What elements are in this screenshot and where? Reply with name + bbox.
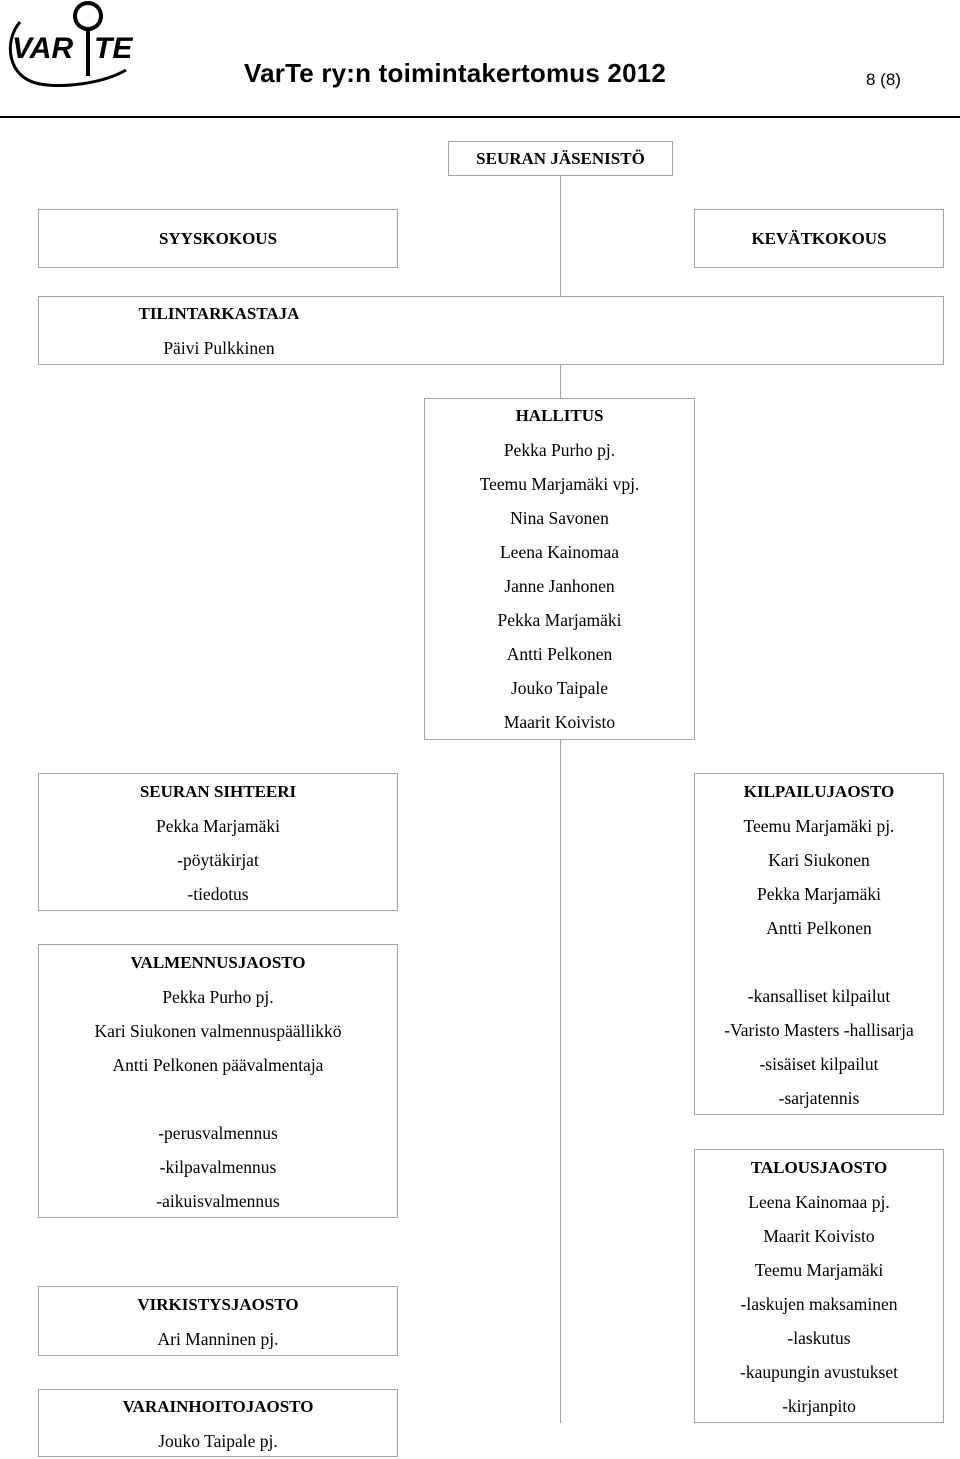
box-title: VIRKISTYSJAOSTO: [137, 1295, 299, 1314]
box-line: Päivi Pulkkinen: [163, 338, 275, 358]
varainhoitojaosto-box: [38, 1389, 398, 1457]
box-line: Maarit Koivisto: [503, 712, 616, 732]
box-title: KILPAILUJAOSTO: [743, 782, 895, 801]
box-line: Antti Pelkonen: [766, 918, 872, 938]
box-line: Nina Savonen: [510, 508, 609, 528]
box-line: Ari Manninen pj.: [157, 1329, 279, 1349]
box-line: Leena Kainomaa pj.: [748, 1192, 890, 1212]
box-line: Kari Siukonen valmennuspäällikkö: [94, 1021, 342, 1041]
box-title: KEVÄTKOKOUS: [751, 229, 887, 248]
svg-text:TE: TE: [94, 32, 133, 65]
box-line: Pekka Marjamäki: [497, 610, 622, 630]
box-line: Pekka Purho pj.: [503, 440, 616, 460]
varte-logo: [2, 0, 137, 97]
box-line: -laskujen maksaminen: [740, 1294, 898, 1314]
box-line: Pekka Marjamäki: [757, 884, 881, 904]
kevatkokous-box: [694, 209, 944, 268]
box-title: VALMENNUSJAOSTO: [130, 953, 306, 972]
tilintarkastaja-box: [38, 296, 944, 365]
document-title: VarTe ry:n toimintakertomus 2012: [244, 58, 667, 88]
box-line: Antti Pelkonen päävalmentaja: [112, 1055, 324, 1075]
box-line: -pöytäkirjat: [177, 850, 259, 870]
box-line: Antti Pelkonen: [506, 644, 613, 664]
syyskokous-box: [38, 209, 398, 268]
box-line: Kari Siukonen: [768, 850, 870, 870]
box-line: -perusvalmennus: [158, 1123, 278, 1143]
virkistysjaosto-box: [38, 1286, 398, 1356]
box-line: -kilpavalmennus: [159, 1157, 277, 1177]
box-line: Pekka Marjamäki: [156, 816, 280, 836]
svg-text:VAR: VAR: [12, 32, 74, 65]
box-line: -sarjatennis: [778, 1088, 860, 1108]
box-title: TILINTARKASTAJA: [138, 304, 300, 323]
hallitus-box: [424, 398, 695, 740]
box-line: -kaupungin avustukset: [740, 1362, 898, 1382]
valmennusjaosto-box: [38, 944, 398, 1218]
box-line: Leena Kainomaa: [499, 542, 620, 562]
box-line: Maarit Koivisto: [763, 1226, 875, 1246]
box-line: -sisäiset kilpailut: [759, 1054, 879, 1074]
box-line: Pekka Purho pj.: [162, 987, 274, 1007]
box-title: TALOUSJAOSTO: [750, 1158, 888, 1177]
sihteeri-box: [38, 773, 398, 911]
page-number: 8 (8): [866, 70, 901, 89]
connector-line: [560, 740, 561, 1423]
jasenisto-box: [448, 141, 673, 176]
box-line: -Varisto Masters -hallisarja: [724, 1020, 914, 1040]
kilpailujaosto-box: [694, 773, 944, 1115]
box-line: Jouko Taipale: [510, 678, 609, 698]
box-line: -aikuisvalmennus: [156, 1191, 280, 1211]
box-title: VARAINHOITOJAOSTO: [122, 1397, 314, 1416]
box-line: Janne Janhonen: [504, 576, 615, 596]
box-line: Teemu Marjamäki: [754, 1260, 884, 1280]
box-line: -kansalliset kilpailut: [747, 986, 891, 1006]
box-line: Jouko Taipale pj.: [158, 1431, 278, 1451]
box-line: Teemu Marjamäki pj.: [743, 816, 895, 836]
box-title: HALLITUS: [515, 406, 604, 425]
talousjaosto-box: [694, 1149, 944, 1423]
header-divider: [0, 116, 960, 118]
box-title: SEURAN JÄSENISTÖ: [476, 149, 645, 168]
box-line: -tiedotus: [187, 884, 249, 904]
box-line: -kirjanpito: [782, 1396, 856, 1416]
box-title: SEURAN SIHTEERI: [139, 782, 297, 801]
box-title: SYYSKOKOUS: [158, 229, 278, 248]
box-line: -laskutus: [787, 1328, 851, 1348]
box-line: Teemu Marjamäki vpj.: [479, 474, 640, 494]
